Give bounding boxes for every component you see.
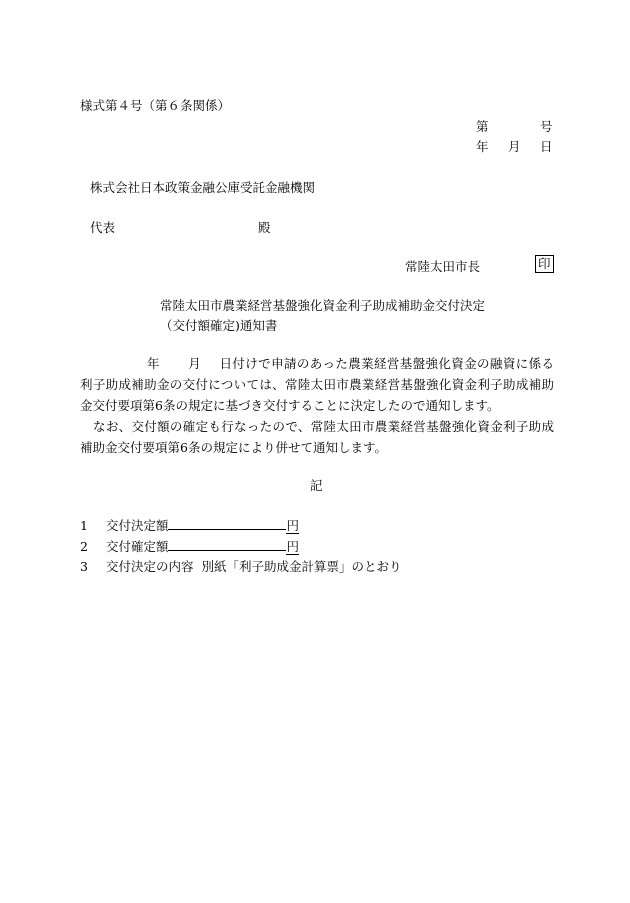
addressee-rep: 代表 [90, 220, 116, 235]
title-line-2: （交付額確定)通知書 [160, 318, 278, 333]
ki-heading: 記 [310, 478, 323, 493]
body-paragraph-2: なお、交付額の確定も行なったので、常陸太田市農業経営基盤強化資金利子助成補助金交付要項第6条の規定により併せて通知します。 [80, 419, 554, 455]
addressee-institution: 株式会社日本政策金融公庫受託金融機関 [90, 180, 316, 195]
blank-line [168, 517, 286, 530]
doc-number-dai: 第 [476, 119, 489, 134]
doc-date-nen: 年 [476, 139, 489, 154]
list-item [80, 557, 401, 575]
doc-number-go: 号 [540, 119, 553, 134]
blank-line [168, 538, 286, 551]
title-line-1: 常陸太田市農業経営基盤強化資金利子助成補助金交付決定 [160, 298, 486, 313]
body-date-tsuki: 月 [187, 356, 202, 371]
item-number: 2 [80, 539, 88, 554]
list-item [80, 516, 299, 534]
item-number: 3 [80, 559, 88, 574]
form-label: 様式第４号（第６条関係） [80, 98, 231, 113]
item-label: 交付決定額 [105, 518, 169, 533]
addressee-honorific: 殿 [258, 220, 271, 235]
item-unit: 円 [286, 518, 299, 533]
item-label: 交付決定の内容 [105, 559, 194, 574]
item-label: 交付確定額 [105, 539, 169, 554]
body-paragraph-1-text: 日付けで申請のあった農業経営基盤強化資金の融資に係る利子助成補助金の交付については、常陸太田市農業経営基盤強化資金利子助成補助金交付要項第6条の規定に基づき交付することに決定したので通知します。 [80, 356, 554, 413]
list-item [80, 537, 299, 555]
item-number: 1 [80, 518, 88, 533]
body-paragraph-1 [80, 353, 554, 416]
sender-name: 常陸太田市長 [405, 259, 481, 274]
seal-mark: 印 [535, 255, 554, 273]
doc-date-hi: 日 [540, 139, 553, 154]
item-value: 別紙「利子助成金計算票」のとおり [201, 559, 402, 574]
body-date-nen: 年 [147, 356, 160, 371]
item-unit: 円 [286, 539, 299, 554]
doc-date-tsuki: 月 [508, 139, 521, 154]
